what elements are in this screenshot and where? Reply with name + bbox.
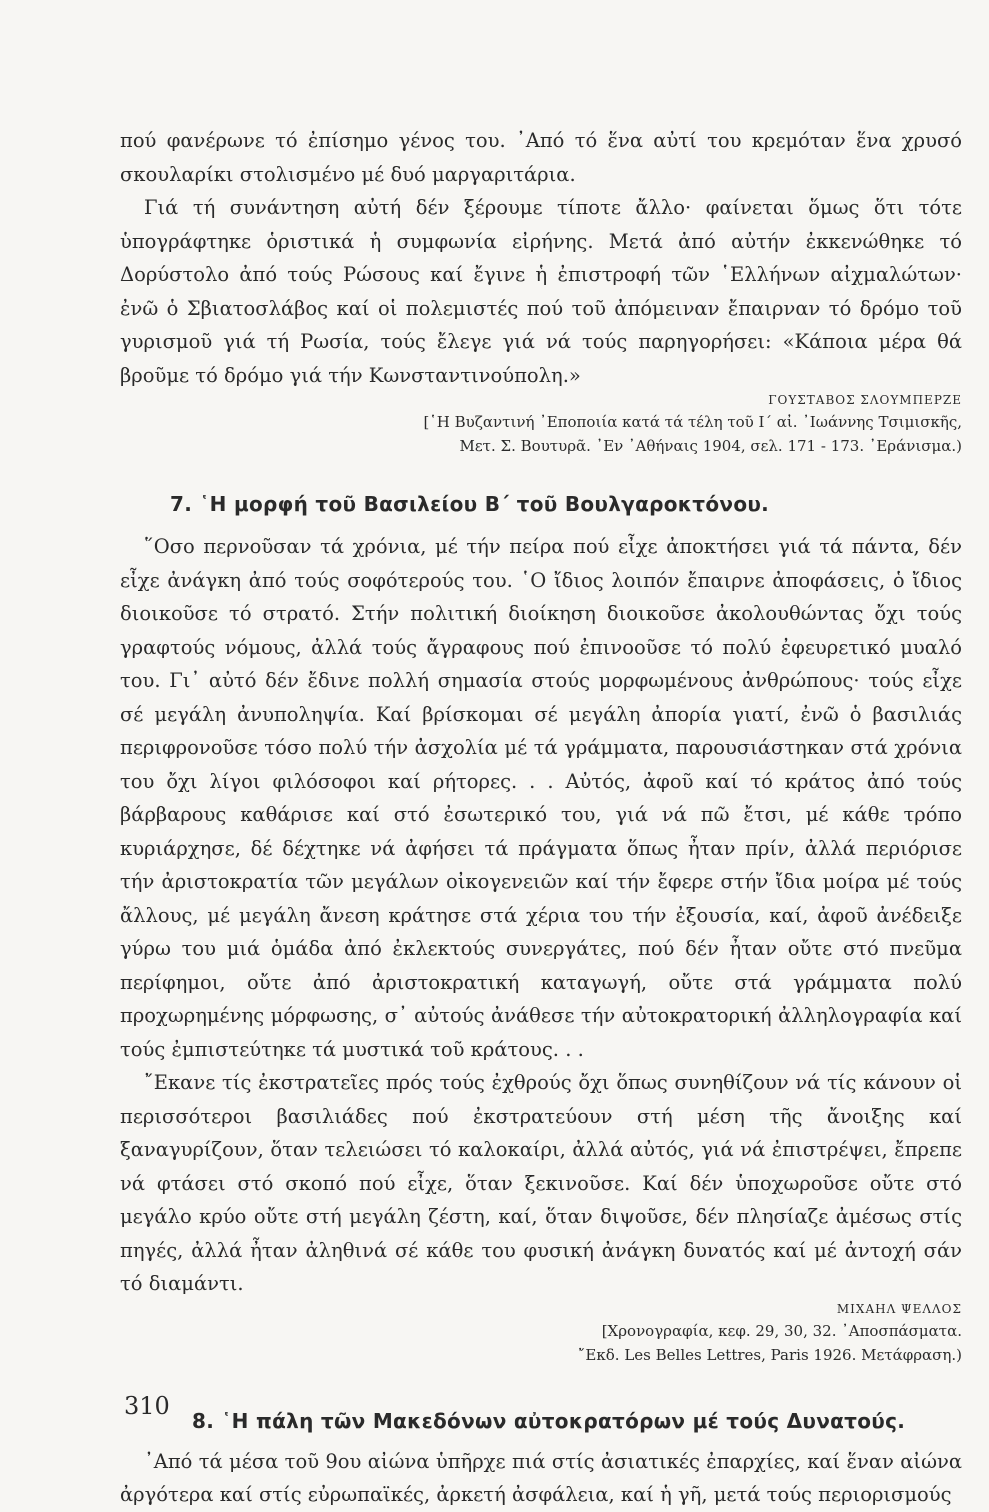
body-paragraph: ῞Οσο περνοῦσαν τά χρόνια, μέ τήν πείρα πού εἶχε ἀποκτήσει γιά τά πάντα, δέν εἶχε ἀνάγκη ἀπό τούς σοφότερούς του. ῾Ο ἴδιος λοιπόν ἔπαιρνε ἀποφάσεις, ὁ ἴδιος διοικοῦσε τό στρατό. Στήν πολιτική διοίκηση διοικοῦσε ἀκολουθώντας ὄχι τούς γραφτούς νόμους, ἀλλά τούς ἄγραφους πού ἐπινοοῦσε τό πολύ ἐφευρετικό μυαλό του. Γι᾿ αὐτό δέν ἔδινε πολλή σημασία στούς μορφωμένους ἀνθρώπους· τούς εἶχε σέ μεγάλη ἀνυποληψία. Καί βρίσκομαι σέ μεγάλη ἀπορία γιατί, ἐνῶ ὁ βασιλιάς περιφρονοῦσε τόσο πολύ τήν ἀσχολία μέ τά γράμματα, παρουσιάστηκαν στά χρόνια του ὄχι λίγοι φιλόσοφοι καί ρήτορες. . . Αὐτός, ἀφοῦ καί τό κράτος ἀπό τούς βάρβαρους καθάρισε καί στό ἐσωτερικό του, γιά νά πῶ ἔτσι, μέ κάθε τρόπο κυριάρχησε, δέ δέχτηκε νά ἀφήσει τά πράγματα ὅπως ἦταν πρίν, ἀλλά περιόρισε τήν ἀριστοκρατία τῶν μεγάλων οἰκογενειῶν καί τήν ἔφερε στήν ἴδια μοίρα μέ τούς ἄλλους, μέ μεγάλη ἄνεση κράτησε στά χέρια του τήν ἐξουσία, καί, ἀφοῦ ἀνέδειξε γύρω του μιά ὁμάδα ἀπό ἐκλεκτούς συνεργάτες, πού δέν ἦταν οὔτε στό πνεῦμα περίφημοι, οὔτε ἀπό ἀριστοκρατική καταγωγή, οὔτε στά γράμματα πολύ προχωρημένης μόρφωσης, σ᾿ αὐτούς ἀνάθεσε τήν αὐτοκρατορική ἀλληλογραφία καί τούς ἐμπιστεύτηκε τά μυστικά τοῦ κράτους. . . [120,535,962,1061]
page-number: 310 [124,1392,170,1420]
section-heading: 8. ῾Η πάλη τῶν Μακεδόνων αὐτοκρατόρων μέ τούς Δυνατούς. [192,1408,906,1433]
quote-source-details: ῎Εκδ. Les Belles Lettres, Paris 1926. Μετάφραση.) [577,1345,962,1364]
quote-source-details: Μετ. Σ. Βουτυρᾶ. ᾿Εν ᾿Αθήναις 1904, σελ. 171 - 173. ᾿Εράνισμα.) [459,437,962,455]
quote-author: ΓΟΥΣΤΑΒΟΣ ΣΛΟΥΜΠΕΡΖΕ [768,393,962,407]
body-paragraph: Γιά τή συνάντηση αὐτή δέν ξέρουμε τίποτε ἄλλο· φαίνεται ὅμως ὅτι τότε ὑπογράφτηκε ὁριστικά ἡ συμφωνία εἰρήνης. Μετά ἀπό αὐτήν ἐκκενώθηκε τό Δορύστολο ἀπό τούς Ρώσους καί ἔγινε ἡ ἐπιστροφή τῶν ῾Ελλήνων αἰχμαλώτων· ἐνῶ ὁ Σβιατοσλάβος καί οἱ πολεμιστές πού τοῦ ἀπόμειναν ἔπαιρναν τό δρόμο τοῦ γυρισμοῦ γιά τή Ρωσία, τούς ἔλεγε γιά νά τούς παρηγορήσει: «Κάποια μέρα θά βροῦμε τό δρόμο γιά τήν Κωνσταντινούπολη.» [120,196,962,387]
quote-source-title: [Χρονογραφία, κεφ. 29, 30, 32. ᾿Αποσπάσματα. [601,1321,962,1340]
section-heading: 7. ῾Η μορφή τοῦ Βασιλείου Β΄ τοῦ Βουλγαροκτόνου. [170,492,770,516]
page-body [120,124,962,1512]
body-paragraph: ῎Εκανε τίς ἐκστρατεῖες πρός τούς ἐχθρούς ὄχι ὅπως συνηθίζουν νά τίς κάνουν οἱ περισσότεροι βασιλιάδες πού ἐκστρατεύουν στή μέση τῆς ἄνοιξης καί ξαναγυρίζουν, ὅταν τελειώσει τό καλοκαίρι, ἀλλά αὐτός, γιά νά ἐπιστρέψει, ἔπρεπε νά φτάσει στό σκοπό πού εἶχε, ὅταν ξεκινοῦσε. Καί δέν ὑποχωροῦσε οὔτε στό μεγάλο κρύο οὔτε στή μεγάλη ζέστη, καί, ὅταν διψοῦσε, δέν πλησίαζε ἀμέσως στίς πηγές, ἀλλά ἦταν ἀληθινά σέ κάθε του φυσική ἀνάγκη δυνατός καί μέ ἀντοχή σάν τό διαμάντι. [120,1071,962,1295]
body-paragraph: πού φανέρωνε τό ἐπίσημο γένος του. ᾿Από τό ἕνα αὐτί του κρεμόταν ἕνα χρυσό σκουλαρίκι στολισμένο μέ δυό μαργαριτάρια. [120,129,962,186]
body-paragraph: ᾿Από τά μέσα τοῦ 9ου αἰώνα ὑπῆρχε πιά στίς ἀσιατικές ἐπαρχίες, καί ἕναν αἰώνα ἀργότερα καί στίς εὐρωπαϊκές, ἀρκετή ἀσφάλεια, καί ἡ γῆ, μετά τούς περιορισμούς [120,1449,962,1506]
quote-source-title: [῾Η Βυζαντινή ᾿Εποποιία κατά τά τέλη τοῦ Ι΄ αἰ. ᾿Ιωάννης Τσιμισκῆς, [423,413,962,431]
quote-author: ΜΙΧΑΗΛ ΨΕΛΛΟΣ [836,1301,962,1316]
